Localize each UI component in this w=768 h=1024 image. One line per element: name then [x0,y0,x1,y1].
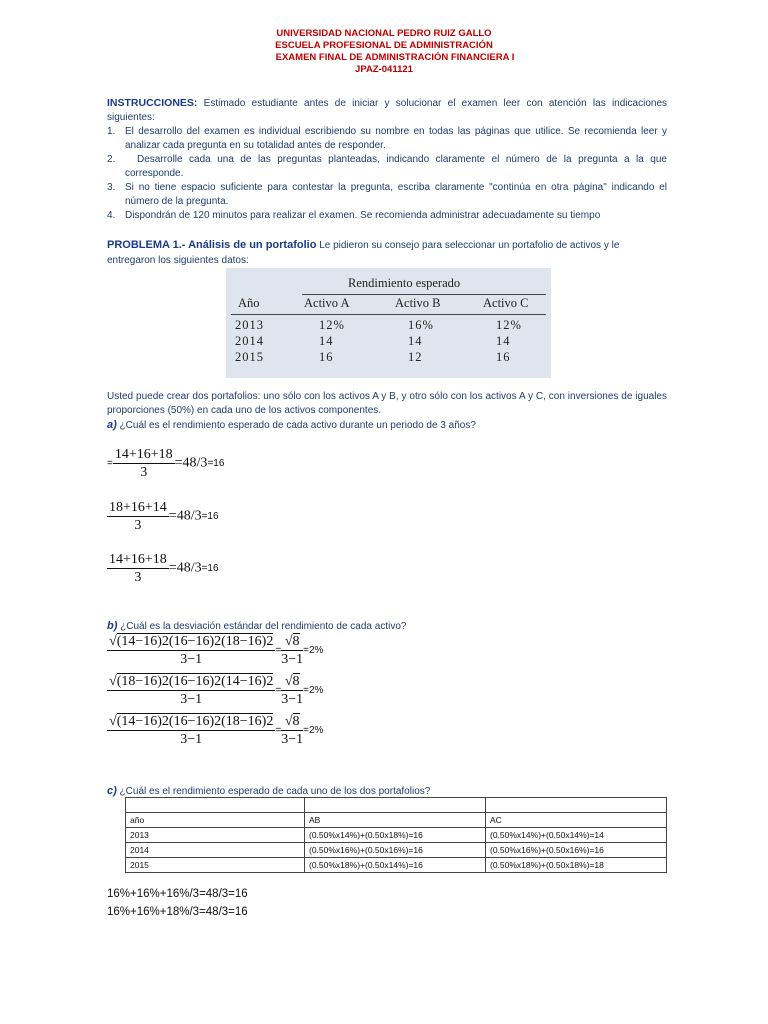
table-cell: 12 [408,350,423,364]
table-caption: Rendimiento esperado [348,276,461,290]
document-header [0,28,768,76]
question-a: a) ¿Cuál es el rendimiento esperado de cada activo durante un periodo de 3 años? [107,419,476,431]
table-row [126,798,667,813]
table-row: 2013 (0.50%x14%)+(0.50x18%)=16 (0.50%x14%)+(0.50x14%)=14 [126,828,667,843]
table-cell: 2013 [235,318,264,332]
header-asset-b: Activo B [395,296,441,310]
school-name: ESCUELA PROFESIONAL DE ADMINISTRACIÓN [275,40,493,51]
table-cell: 2015 [235,350,264,364]
header-year: Año [238,296,260,310]
table-cell: 12% [319,318,345,332]
portfolio-description: Usted puede crear dos portafolios: uno sólo con los activos A y B, y otro sólo con los activos A y C, con inversiones de iguales proporciones (50%) en cada uno de los activos componentes. a) ¿Cuál es el rendimiento esperado de cada activo durante un periodo de 3 años? [107,391,667,431]
header-asset-c: Activo C [483,296,529,310]
question-c: c) ¿Cuál es el rendimiento esperado de cada uno de los dos portafolios? [107,785,431,797]
university-name: UNIVERSIDAD NACIONAL PEDRO RUIZ GALLO [276,28,492,39]
table-cell: 14 [408,334,423,348]
instruction-item: 4. Dispondrán de 120 minutos para realizar el examen. Se recomienda administrar adecuadamente su tiempo [107,210,601,221]
equation-a-1: = $\frac{14+16+18}{3}$ =48/3=16 [107,447,225,480]
instruction-item: 1. El desarrollo del examen es individual escribiendo su nombre en todas las páginas que utilice. Se recomienda leer y analizar cada pregunta en su totalidad antes de responder. [107,126,667,151]
table-row: 2014 (0.50%x16%)+(0.50x16%)=16 (0.50%x16%)+(0.50x16%)=16 [126,843,667,858]
expected-returns-table [226,268,551,378]
instructions-block [107,96,667,223]
header-asset-a: Activo A [304,296,350,310]
table-cell: 16 [319,350,334,364]
instruction-item: 2. Desarrolle cada una de las preguntas planteadas, indicando claramente el número de la pregunta a la que corresponde. [107,154,667,179]
table-cell: 16 [496,350,511,364]
equation-b-1: $\frac{√(14-16)2(16-16)2(18-16)2}{3-1}$ = $\frac{√8}{3-1}$ =2% [109,634,324,667]
exam-code: JPAZ-041121 [355,64,413,75]
table-cell: 12% [496,318,522,332]
final-calculation: 16%+16%+18%/3=48/3=16 [107,906,248,918]
equation-a-3: $\frac{14+16+18}{3}$ =48/3=16 [109,552,219,585]
table-cell: 14 [319,334,334,348]
table-row: 2015 (0.50%x18%)+(0.50x14%)=16 (0.50%x18%)+(0.50x18%)=18 [126,858,667,873]
table-row: año AB AC [126,813,667,828]
problem-1-statement: PROBLEMA 1.- Análisis de un portafolio Le pidieron su consejo para seleccionar un portafolio de activos y le entregaron los siguientes datos: [107,239,620,266]
equation-b-2: $\frac{√(18-16)2(16-16)2(14-16)2}{3-1}$ = $\frac{√8}{3-1}$ =2% [109,674,324,707]
instructions-label: INSTRUCCIONES: [107,97,198,109]
question-b: b) ¿Cuál es la desviación estándar del rendimiento de cada activo? [107,620,407,632]
equation-a-2: $\frac{18+16+14}{3}$ =48/3=16 [109,500,219,533]
table-cell: 14 [496,334,511,348]
equation-b-3: $\frac{√(14-16)2(16-16)2(18-16)2}{3-1}$ = $\frac{√8}{3-1}$ =2% [109,714,324,747]
instruction-item: 3. Si no tiene espacio suficiente para contestar la pregunta, escriba claramente "continúa en otra página" indicando el número de la pregunta. [107,182,667,207]
final-calculation: 16%+16%+16%/3=48/3=16 [107,888,248,900]
table-cell: 2014 [235,334,264,348]
exam-title: EXAMEN FINAL DE ADMINISTRACIÓN FINANCIERA I [275,52,515,63]
problem-1-label: PROBLEMA 1.- Análisis de un portafolio [107,239,317,251]
portfolio-returns-table [125,797,667,873]
instructions-intro: Estimado estudiante antes de iniciar y solucionar el examen leer con atención las indicaciones siguientes: [107,98,667,123]
table-cell: 16% [408,318,434,332]
